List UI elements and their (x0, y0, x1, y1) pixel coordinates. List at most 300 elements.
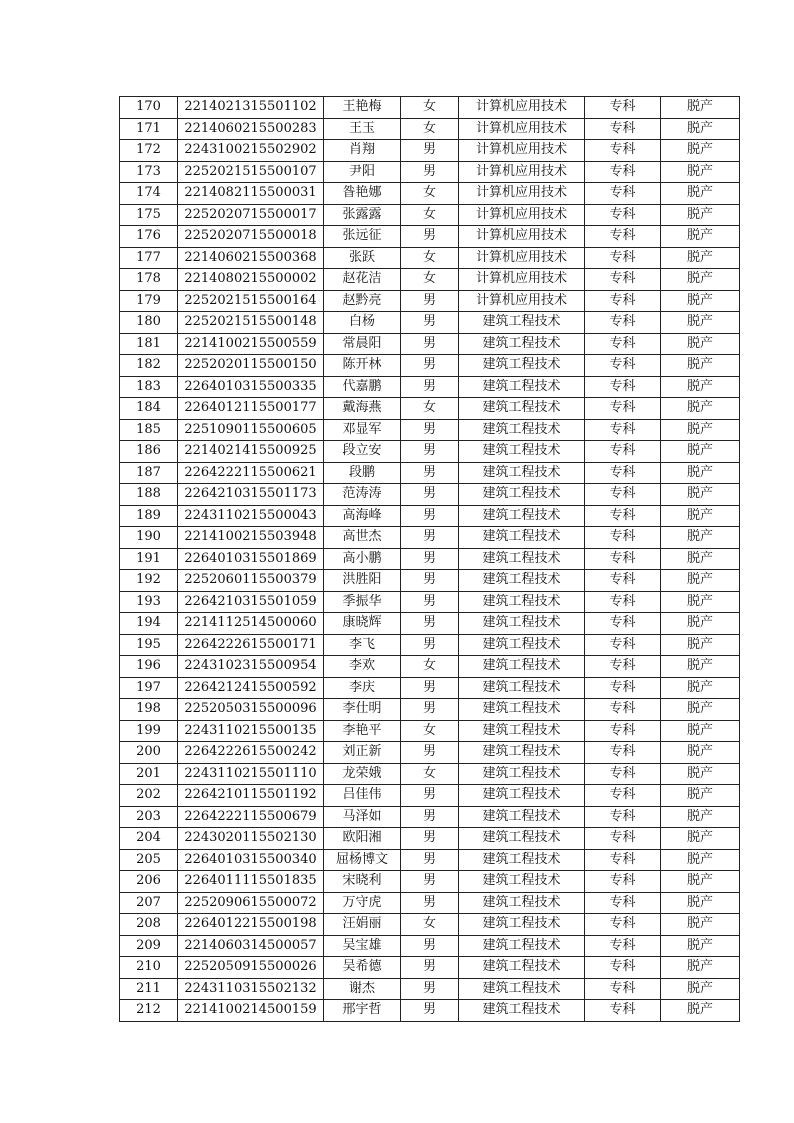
student-id-cell: 2243110215500135 (178, 720, 324, 742)
level-cell: 专科 (585, 204, 661, 226)
student-id-cell: 2214100215500559 (178, 333, 324, 355)
seq-cell: 187 (120, 462, 178, 484)
name-cell: 吴希德 (324, 957, 401, 979)
major-cell: 建筑工程技术 (459, 333, 585, 355)
major-cell: 建筑工程技术 (459, 441, 585, 463)
name-cell: 张远征 (324, 226, 401, 248)
study-mode-cell: 脱产 (661, 118, 740, 140)
table-row (120, 247, 740, 269)
seq-cell: 211 (120, 978, 178, 1000)
name-cell: 肖翔 (324, 140, 401, 162)
student-id-cell: 2264010315501869 (178, 548, 324, 570)
level-cell: 专科 (585, 269, 661, 291)
major-cell: 建筑工程技术 (459, 484, 585, 506)
name-cell: 昝艳娜 (324, 183, 401, 205)
seq-cell: 205 (120, 849, 178, 871)
name-cell: 龙荣娥 (324, 763, 401, 785)
gender-cell: 男 (401, 290, 459, 312)
major-cell: 建筑工程技术 (459, 462, 585, 484)
seq-cell: 173 (120, 161, 178, 183)
gender-cell: 男 (401, 333, 459, 355)
student-id-cell: 2264222115500679 (178, 806, 324, 828)
student-id-cell: 2264012215500198 (178, 914, 324, 936)
table-row (120, 355, 740, 377)
study-mode-cell: 脱产 (661, 548, 740, 570)
student-id-cell: 2264222615500171 (178, 634, 324, 656)
student-id-cell: 2214100215503948 (178, 527, 324, 549)
gender-cell: 男 (401, 140, 459, 162)
level-cell: 专科 (585, 484, 661, 506)
major-cell: 计算机应用技术 (459, 118, 585, 140)
level-cell: 专科 (585, 634, 661, 656)
student-id-cell: 2214112514500060 (178, 613, 324, 635)
study-mode-cell: 脱产 (661, 204, 740, 226)
study-mode-cell: 脱产 (661, 828, 740, 850)
student-id-cell: 2243110315502132 (178, 978, 324, 1000)
name-cell: 刘正新 (324, 742, 401, 764)
gender-cell: 男 (401, 462, 459, 484)
major-cell: 建筑工程技术 (459, 548, 585, 570)
table-row (120, 226, 740, 248)
gender-cell: 女 (401, 183, 459, 205)
name-cell: 吕佳伟 (324, 785, 401, 807)
table-row (120, 935, 740, 957)
major-cell: 建筑工程技术 (459, 871, 585, 893)
major-cell: 建筑工程技术 (459, 763, 585, 785)
seq-cell: 177 (120, 247, 178, 269)
student-id-cell: 2214021415500925 (178, 441, 324, 463)
table-row (120, 871, 740, 893)
gender-cell: 男 (401, 548, 459, 570)
seq-cell: 194 (120, 613, 178, 635)
name-cell: 李欢 (324, 656, 401, 678)
major-cell: 建筑工程技术 (459, 656, 585, 678)
gender-cell: 女 (401, 914, 459, 936)
name-cell: 李飞 (324, 634, 401, 656)
seq-cell: 176 (120, 226, 178, 248)
student-id-cell: 2252021515500107 (178, 161, 324, 183)
major-cell: 建筑工程技术 (459, 828, 585, 850)
student-id-cell: 2243100215502902 (178, 140, 324, 162)
seq-cell: 193 (120, 591, 178, 613)
student-id-cell: 2214060314500057 (178, 935, 324, 957)
table-row (120, 570, 740, 592)
level-cell: 专科 (585, 613, 661, 635)
study-mode-cell: 脱产 (661, 355, 740, 377)
name-cell: 李艳平 (324, 720, 401, 742)
study-mode-cell: 脱产 (661, 484, 740, 506)
level-cell: 专科 (585, 505, 661, 527)
table-row (120, 763, 740, 785)
name-cell: 邓显军 (324, 419, 401, 441)
study-mode-cell: 脱产 (661, 462, 740, 484)
major-cell: 建筑工程技术 (459, 806, 585, 828)
table-row (120, 742, 740, 764)
study-mode-cell: 脱产 (661, 699, 740, 721)
name-cell: 谢杰 (324, 978, 401, 1000)
student-id-cell: 2252020115500150 (178, 355, 324, 377)
seq-cell: 179 (120, 290, 178, 312)
table-row (120, 548, 740, 570)
name-cell: 白杨 (324, 312, 401, 334)
seq-cell: 210 (120, 957, 178, 979)
major-cell: 计算机应用技术 (459, 97, 585, 119)
major-cell: 建筑工程技术 (459, 312, 585, 334)
gender-cell: 男 (401, 849, 459, 871)
study-mode-cell: 脱产 (661, 677, 740, 699)
table-row (120, 333, 740, 355)
name-cell: 万守虎 (324, 892, 401, 914)
name-cell: 陈开林 (324, 355, 401, 377)
level-cell: 专科 (585, 849, 661, 871)
student-id-cell: 2214080215500002 (178, 269, 324, 291)
name-cell: 尹阳 (324, 161, 401, 183)
level-cell: 专科 (585, 591, 661, 613)
seq-cell: 186 (120, 441, 178, 463)
student-id-cell: 2252050915500026 (178, 957, 324, 979)
student-id-cell: 2264210315501059 (178, 591, 324, 613)
major-cell: 建筑工程技术 (459, 957, 585, 979)
study-mode-cell: 脱产 (661, 742, 740, 764)
table-row (120, 484, 740, 506)
gender-cell: 男 (401, 355, 459, 377)
gender-cell: 女 (401, 763, 459, 785)
study-mode-cell: 脱产 (661, 871, 740, 893)
major-cell: 建筑工程技术 (459, 978, 585, 1000)
gender-cell: 女 (401, 720, 459, 742)
name-cell: 段鹏 (324, 462, 401, 484)
gender-cell: 男 (401, 699, 459, 721)
table-row (120, 505, 740, 527)
student-id-cell: 2214100214500159 (178, 1000, 324, 1022)
student-id-cell: 2214060215500283 (178, 118, 324, 140)
seq-cell: 178 (120, 269, 178, 291)
level-cell: 专科 (585, 419, 661, 441)
name-cell: 高海峰 (324, 505, 401, 527)
name-cell: 李仕明 (324, 699, 401, 721)
seq-cell: 196 (120, 656, 178, 678)
major-cell: 计算机应用技术 (459, 140, 585, 162)
major-cell: 建筑工程技术 (459, 591, 585, 613)
study-mode-cell: 脱产 (661, 978, 740, 1000)
level-cell: 专科 (585, 914, 661, 936)
major-cell: 建筑工程技术 (459, 527, 585, 549)
study-mode-cell: 脱产 (661, 613, 740, 635)
seq-cell: 170 (120, 97, 178, 119)
seq-cell: 181 (120, 333, 178, 355)
level-cell: 专科 (585, 828, 661, 850)
seq-cell: 206 (120, 871, 178, 893)
gender-cell: 男 (401, 785, 459, 807)
table-row (120, 806, 740, 828)
study-mode-cell: 脱产 (661, 957, 740, 979)
level-cell: 专科 (585, 312, 661, 334)
study-mode-cell: 脱产 (661, 312, 740, 334)
major-cell: 建筑工程技术 (459, 634, 585, 656)
student-id-cell: 2264010315500335 (178, 376, 324, 398)
seq-cell: 180 (120, 312, 178, 334)
study-mode-cell: 脱产 (661, 849, 740, 871)
level-cell: 专科 (585, 548, 661, 570)
student-id-cell: 2264210315501173 (178, 484, 324, 506)
level-cell: 专科 (585, 785, 661, 807)
gender-cell: 男 (401, 161, 459, 183)
gender-cell: 男 (401, 935, 459, 957)
name-cell: 吴宝雄 (324, 935, 401, 957)
gender-cell: 男 (401, 527, 459, 549)
name-cell: 赵花洁 (324, 269, 401, 291)
study-mode-cell: 脱产 (661, 441, 740, 463)
gender-cell: 男 (401, 419, 459, 441)
level-cell: 专科 (585, 398, 661, 420)
level-cell: 专科 (585, 871, 661, 893)
seq-cell: 202 (120, 785, 178, 807)
student-id-cell: 2252050315500096 (178, 699, 324, 721)
student-id-cell: 2214082115500031 (178, 183, 324, 205)
name-cell: 季振华 (324, 591, 401, 613)
name-cell: 代嘉鹏 (324, 376, 401, 398)
table-row (120, 892, 740, 914)
major-cell: 建筑工程技术 (459, 419, 585, 441)
table-row (120, 634, 740, 656)
table-row (120, 398, 740, 420)
table-row (120, 183, 740, 205)
student-id-cell: 2214060215500368 (178, 247, 324, 269)
seq-cell: 195 (120, 634, 178, 656)
name-cell: 赵黔亮 (324, 290, 401, 312)
seq-cell: 175 (120, 204, 178, 226)
gender-cell: 男 (401, 613, 459, 635)
name-cell: 范涛涛 (324, 484, 401, 506)
name-cell: 宋晓利 (324, 871, 401, 893)
name-cell: 王艳梅 (324, 97, 401, 119)
name-cell: 欧阳湘 (324, 828, 401, 850)
table-row (120, 527, 740, 549)
level-cell: 专科 (585, 742, 661, 764)
student-id-cell: 2264011115501835 (178, 871, 324, 893)
table-row (120, 204, 740, 226)
name-cell: 高世杰 (324, 527, 401, 549)
name-cell: 王玉 (324, 118, 401, 140)
table-row (120, 699, 740, 721)
gender-cell: 女 (401, 398, 459, 420)
major-cell: 建筑工程技术 (459, 613, 585, 635)
study-mode-cell: 脱产 (661, 505, 740, 527)
name-cell: 邢宇哲 (324, 1000, 401, 1022)
level-cell: 专科 (585, 118, 661, 140)
table-row (120, 677, 740, 699)
level-cell: 专科 (585, 140, 661, 162)
seq-cell: 197 (120, 677, 178, 699)
level-cell: 专科 (585, 763, 661, 785)
seq-cell: 207 (120, 892, 178, 914)
gender-cell: 女 (401, 118, 459, 140)
student-id-cell: 2252020715500017 (178, 204, 324, 226)
student-id-cell: 2243110215500043 (178, 505, 324, 527)
gender-cell: 男 (401, 677, 459, 699)
table-row (120, 1000, 740, 1022)
gender-cell: 男 (401, 1000, 459, 1022)
gender-cell: 男 (401, 376, 459, 398)
level-cell: 专科 (585, 978, 661, 1000)
major-cell: 建筑工程技术 (459, 720, 585, 742)
level-cell: 专科 (585, 333, 661, 355)
student-id-cell: 2252021515500164 (178, 290, 324, 312)
table-row (120, 462, 740, 484)
study-mode-cell: 脱产 (661, 419, 740, 441)
table-row (120, 656, 740, 678)
study-mode-cell: 脱产 (661, 527, 740, 549)
table-row (120, 978, 740, 1000)
table-row (120, 140, 740, 162)
seq-cell: 174 (120, 183, 178, 205)
major-cell: 建筑工程技术 (459, 892, 585, 914)
table-row (120, 591, 740, 613)
major-cell: 计算机应用技术 (459, 247, 585, 269)
study-mode-cell: 脱产 (661, 914, 740, 936)
level-cell: 专科 (585, 1000, 661, 1022)
name-cell: 张露露 (324, 204, 401, 226)
seq-cell: 184 (120, 398, 178, 420)
gender-cell: 女 (401, 269, 459, 291)
study-mode-cell: 脱产 (661, 226, 740, 248)
gender-cell: 男 (401, 828, 459, 850)
name-cell: 高小鹏 (324, 548, 401, 570)
major-cell: 建筑工程技术 (459, 785, 585, 807)
name-cell: 马泽如 (324, 806, 401, 828)
seq-cell: 191 (120, 548, 178, 570)
student-id-cell: 2251090115500605 (178, 419, 324, 441)
study-mode-cell: 脱产 (661, 161, 740, 183)
gender-cell: 男 (401, 570, 459, 592)
gender-cell: 女 (401, 656, 459, 678)
seq-cell: 212 (120, 1000, 178, 1022)
major-cell: 计算机应用技术 (459, 161, 585, 183)
gender-cell: 女 (401, 204, 459, 226)
table-row (120, 914, 740, 936)
seq-cell: 182 (120, 355, 178, 377)
name-cell: 常晨阳 (324, 333, 401, 355)
seq-cell: 208 (120, 914, 178, 936)
study-mode-cell: 脱产 (661, 806, 740, 828)
study-mode-cell: 脱产 (661, 935, 740, 957)
level-cell: 专科 (585, 656, 661, 678)
table-row (120, 290, 740, 312)
name-cell: 戴海燕 (324, 398, 401, 420)
seq-cell: 185 (120, 419, 178, 441)
study-mode-cell: 脱产 (661, 140, 740, 162)
major-cell: 计算机应用技术 (459, 269, 585, 291)
major-cell: 建筑工程技术 (459, 355, 585, 377)
level-cell: 专科 (585, 376, 661, 398)
table-row (120, 785, 740, 807)
table-row (120, 720, 740, 742)
seq-cell: 209 (120, 935, 178, 957)
level-cell: 专科 (585, 935, 661, 957)
gender-cell: 男 (401, 226, 459, 248)
student-id-cell: 2252060115500379 (178, 570, 324, 592)
gender-cell: 男 (401, 441, 459, 463)
study-mode-cell: 脱产 (661, 1000, 740, 1022)
major-cell: 计算机应用技术 (459, 204, 585, 226)
major-cell: 建筑工程技术 (459, 699, 585, 721)
student-id-cell: 2264010315500340 (178, 849, 324, 871)
table-row (120, 419, 740, 441)
seq-cell: 199 (120, 720, 178, 742)
student-id-cell: 2214021315501102 (178, 97, 324, 119)
gender-cell: 男 (401, 312, 459, 334)
study-mode-cell: 脱产 (661, 398, 740, 420)
major-cell: 建筑工程技术 (459, 376, 585, 398)
student-id-cell: 2252021515500148 (178, 312, 324, 334)
table-row (120, 161, 740, 183)
seq-cell: 203 (120, 806, 178, 828)
student-roster-table (119, 96, 740, 1022)
seq-cell: 183 (120, 376, 178, 398)
student-id-cell: 2264012115500177 (178, 398, 324, 420)
major-cell: 计算机应用技术 (459, 226, 585, 248)
study-mode-cell: 脱产 (661, 376, 740, 398)
study-mode-cell: 脱产 (661, 763, 740, 785)
gender-cell: 男 (401, 484, 459, 506)
study-mode-cell: 脱产 (661, 247, 740, 269)
seq-cell: 200 (120, 742, 178, 764)
level-cell: 专科 (585, 183, 661, 205)
level-cell: 专科 (585, 441, 661, 463)
level-cell: 专科 (585, 699, 661, 721)
table-row (120, 849, 740, 871)
table-row (120, 312, 740, 334)
study-mode-cell: 脱产 (661, 634, 740, 656)
major-cell: 建筑工程技术 (459, 677, 585, 699)
major-cell: 建筑工程技术 (459, 398, 585, 420)
gender-cell: 男 (401, 742, 459, 764)
gender-cell: 男 (401, 505, 459, 527)
gender-cell: 女 (401, 97, 459, 119)
table-row (120, 118, 740, 140)
level-cell: 专科 (585, 806, 661, 828)
level-cell: 专科 (585, 892, 661, 914)
study-mode-cell: 脱产 (661, 290, 740, 312)
name-cell: 汪娟丽 (324, 914, 401, 936)
major-cell: 建筑工程技术 (459, 849, 585, 871)
level-cell: 专科 (585, 290, 661, 312)
gender-cell: 男 (401, 978, 459, 1000)
seq-cell: 198 (120, 699, 178, 721)
study-mode-cell: 脱产 (661, 720, 740, 742)
seq-cell: 204 (120, 828, 178, 850)
student-id-cell: 2252090615500072 (178, 892, 324, 914)
gender-cell: 男 (401, 892, 459, 914)
gender-cell: 男 (401, 957, 459, 979)
table-row (120, 957, 740, 979)
study-mode-cell: 脱产 (661, 183, 740, 205)
study-mode-cell: 脱产 (661, 656, 740, 678)
study-mode-cell: 脱产 (661, 785, 740, 807)
gender-cell: 男 (401, 591, 459, 613)
major-cell: 建筑工程技术 (459, 1000, 585, 1022)
student-id-cell: 2264222115500621 (178, 462, 324, 484)
student-id-cell: 2243020115502130 (178, 828, 324, 850)
seq-cell: 190 (120, 527, 178, 549)
major-cell: 建筑工程技术 (459, 914, 585, 936)
gender-cell: 男 (401, 806, 459, 828)
table-row (120, 828, 740, 850)
major-cell: 计算机应用技术 (459, 290, 585, 312)
student-id-cell: 2264210115501192 (178, 785, 324, 807)
major-cell: 计算机应用技术 (459, 183, 585, 205)
seq-cell: 188 (120, 484, 178, 506)
